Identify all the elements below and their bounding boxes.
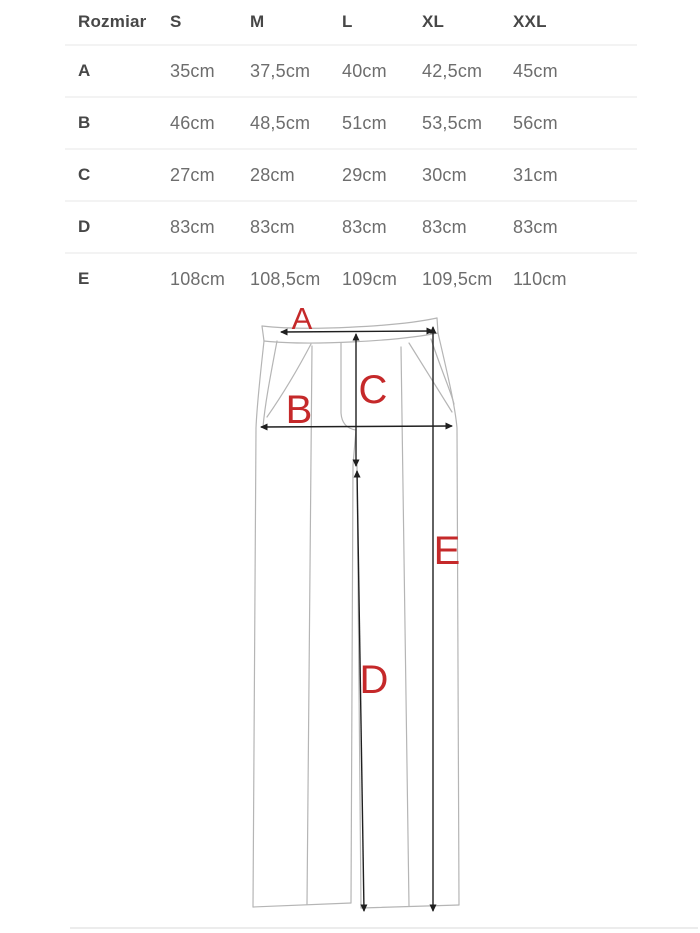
measurement-value-cell: 46cm [170, 112, 215, 133]
measurement-value-cell: 108,5cm [250, 268, 321, 289]
measurement-value-cell: 42,5cm [422, 60, 483, 81]
measurement-value-cell: 45cm [513, 60, 558, 81]
fly-seam [341, 343, 356, 465]
measurement-value-cell: 109,5cm [422, 268, 493, 289]
measurement-value-cell: 108cm [170, 268, 226, 289]
column-header-size: XXL [513, 12, 547, 31]
column-header-size: S [170, 12, 182, 31]
label-a: A [291, 301, 313, 336]
right-side-seam-line [431, 339, 454, 404]
label-d: D [359, 658, 389, 702]
measurement-value-cell: 30cm [422, 164, 467, 185]
row-measurement-letter: E [78, 269, 90, 288]
measurement-value-cell: 48,5cm [250, 112, 311, 133]
column-header-size: M [250, 12, 265, 31]
right-outer-seam [438, 333, 459, 905]
row-measurement-letter: C [78, 165, 91, 184]
measurement-value-cell: 83cm [513, 216, 558, 237]
column-header-size: L [342, 12, 353, 31]
measurement-value-cell: 110cm [513, 268, 567, 289]
measurement-value-cell: 37,5cm [250, 60, 311, 81]
measurement-value-cell: 109cm [342, 268, 398, 289]
right-crease-line [401, 347, 409, 906]
measurement-value-cell: 83cm [170, 216, 215, 237]
measurement-value-cell: 40cm [342, 60, 387, 81]
row-measurement-letter: A [78, 61, 91, 80]
measurement-value-cell: 27cm [170, 164, 215, 185]
label-c: C [358, 368, 388, 412]
left-inner-seam [351, 465, 353, 903]
left-hem [253, 903, 351, 907]
measurement-value-cell: 53,5cm [422, 112, 483, 133]
measurement-value-cell: 56cm [513, 112, 558, 133]
column-header-size: XL [422, 12, 445, 31]
measurement-value-cell: 29cm [342, 164, 387, 185]
column-header-rozmiar: Rozmiar [78, 12, 147, 31]
measurement-value-cell: 51cm [342, 112, 387, 133]
left-outer-seam [253, 341, 264, 907]
row-measurement-letter: D [78, 217, 91, 236]
row-measurement-letter: B [78, 113, 91, 132]
left-side-seam-line [263, 341, 277, 427]
measurement-value-cell: 28cm [250, 164, 295, 185]
label-b: B [285, 388, 313, 432]
pocket-line-right [409, 343, 452, 412]
measurement-value-cell: 83cm [422, 216, 467, 237]
measurement-value-cell: 83cm [342, 216, 387, 237]
measurement-value-cell: 31cm [513, 164, 558, 185]
label-e: E [433, 529, 461, 573]
measurement-value-cell: 83cm [250, 216, 295, 237]
right-hem [361, 905, 459, 908]
measurement-value-cell: 35cm [170, 60, 215, 81]
